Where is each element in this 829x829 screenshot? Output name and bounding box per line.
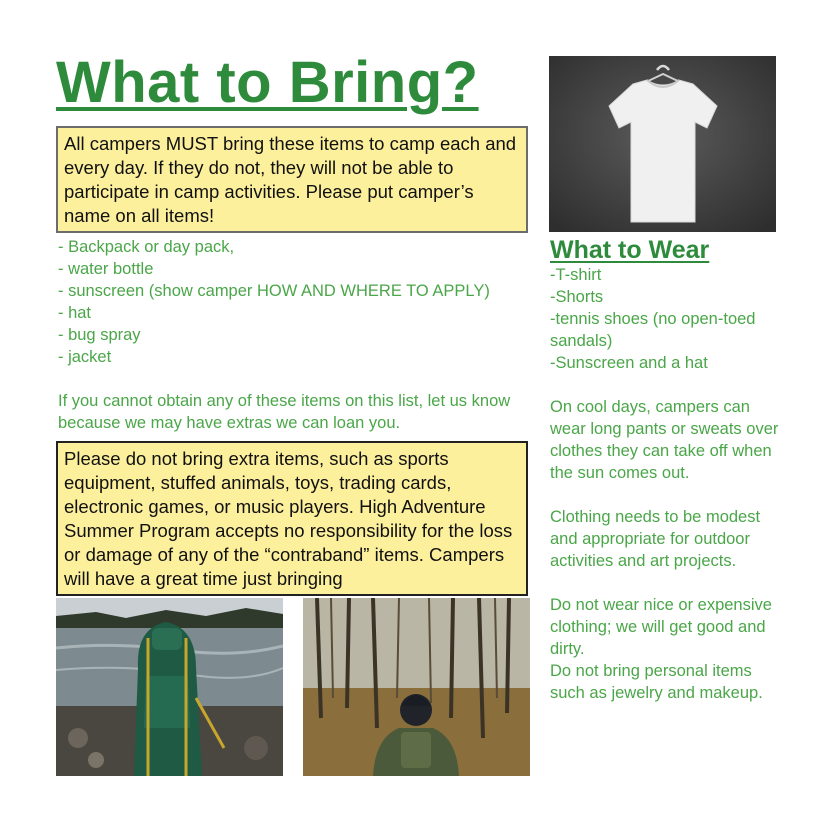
nice-clothing-paragraph: Do not wear nice or expensive clothing; we will get good and dirty. [550,596,772,658]
forest-illustration [303,598,530,776]
wear-column [550,264,782,704]
wear-item: -T-shirt [550,266,602,284]
list-item: - jacket [58,348,112,366]
list-item: - water bottle [58,260,154,278]
wear-item: -Shorts [550,288,604,306]
list-item: - sunscreen (show camper HOW AND WHERE TO APPLY) [58,282,490,300]
backpack-photo [56,598,283,776]
required-items-notice: All campers MUST bring these items to camp each and every day. If they do not, they will not be able to participate in camp activities. Please put camper’s name on all items! [56,126,528,233]
contraband-notice: Please do not bring extra items, such as sports equipment, stuffed animals, toys, trading cards, electronic games, or music players. High Adventure Summer Program accepts no responsibility for the loss or damage of any of the “contraband” items. Campers will have a great time just bringing [56,441,528,596]
forest-hiker-photo [303,598,530,776]
list-item: - bug spray [58,326,141,344]
loan-note: If you cannot obtain any of these items on this list, let us know because we may have extras we can loan you. [58,392,511,432]
personal-items-paragraph: Do not bring personal items such as jewelry and makeup. [550,662,763,702]
page-title: What to Bring? [56,50,479,115]
wear-item: -tennis shoes (no open-toed sandals) [550,310,756,350]
tshirt-illustration [549,56,776,232]
bring-list [58,236,526,368]
list-item: - Backpack or day pack, [58,238,235,256]
modest-clothing-paragraph: Clothing needs to be modest and appropriate for outdoor activities and art projects. [550,508,761,570]
tshirt-photo [549,56,776,232]
list-item: - hat [58,304,92,322]
cool-days-paragraph: On cool days, campers can wear long pants or sweats over clothes they can take off when the sun comes out. [550,398,779,482]
backpack-illustration [56,598,283,776]
wear-item: -Sunscreen and a hat [550,354,708,372]
wear-heading: What to Wear [550,236,710,264]
